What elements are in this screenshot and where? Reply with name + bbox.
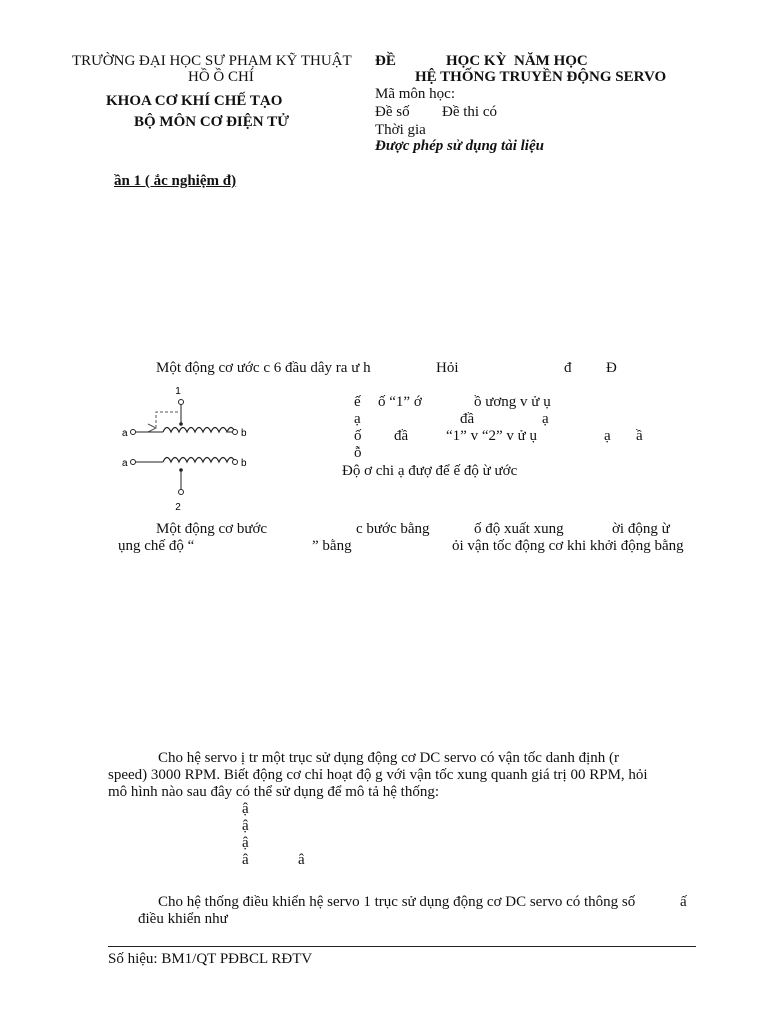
stepper-winding-diagram bbox=[118, 384, 258, 514]
school-name-line2: HỒ Ồ CHÍ bbox=[188, 69, 254, 85]
part1-heading: ần 1 ( ắc nghiệm đ) bbox=[114, 173, 237, 189]
q1-line1-a: Một động cơ ước c 6 đầu dây ra ư h bbox=[156, 360, 371, 376]
q3-option-d2: â bbox=[298, 852, 305, 868]
q2-line2-b: ” bằng bbox=[312, 538, 352, 554]
q1-opt5: Độ ơ chi ạ đượ để ế độ ừ ước bbox=[342, 463, 518, 479]
time-label: Thời gia bbox=[375, 122, 426, 138]
terminal-a-top-node bbox=[131, 430, 136, 435]
q1-opt1-a: ế bbox=[354, 394, 361, 410]
terminal-a-bottom-node bbox=[131, 460, 136, 465]
footer-doc-code: Số hiệu: BM1/QT PĐBCL RĐTV bbox=[108, 951, 313, 967]
diagram-right-b-top: b bbox=[241, 428, 247, 439]
q2-line1-c: ố độ xuất xung bbox=[474, 521, 564, 537]
footer-rule bbox=[108, 946, 696, 947]
q3-option-c: ậ bbox=[242, 835, 249, 851]
q3-option-d1: â bbox=[242, 852, 249, 868]
q1-line1-c: đ bbox=[564, 360, 572, 376]
q1-opt1-c: ồ ương v ử ụ bbox=[474, 394, 551, 410]
q1-opt2-b: đầ bbox=[460, 411, 475, 427]
exam-title-de: ĐỀ bbox=[375, 53, 396, 69]
terminal-1-node bbox=[179, 400, 184, 405]
q1-opt2-c: ạ bbox=[542, 411, 549, 427]
q1-opt3-b: đầ bbox=[394, 428, 409, 444]
q2-line1-d: ời động ừ bbox=[612, 521, 670, 537]
current-arrow-head bbox=[148, 424, 156, 432]
faculty-name: KHOA CƠ KHÍ CHẾ TẠO bbox=[106, 93, 283, 109]
exam-number-label: Đề số bbox=[375, 104, 410, 120]
q1-opt1-b: ố “1” ớ bbox=[378, 394, 422, 410]
diagram-left-a-top: a bbox=[122, 428, 128, 439]
q1-opt3-d: ạ bbox=[604, 428, 611, 444]
course-title: HỆ THỐNG TRUYỀN ĐỘNG SERVO bbox=[415, 69, 667, 85]
department-name: BỘ MÔN CƠ ĐIỆN TỬ bbox=[134, 114, 290, 130]
q2-line1-b: c bước bằng bbox=[356, 521, 430, 537]
q1-opt2-a: ạ bbox=[354, 411, 361, 427]
terminal-2-node bbox=[179, 490, 184, 495]
q1-line1-b: Hỏi bbox=[436, 360, 459, 376]
top-coil bbox=[163, 428, 235, 433]
course-code-label: Mã môn học: bbox=[375, 86, 455, 102]
q3-option-a: ậ bbox=[242, 801, 249, 817]
q1-opt3-e: ầ bbox=[636, 428, 643, 444]
diagram-right-b-bottom: b bbox=[241, 458, 247, 469]
terminal-b-top-node bbox=[233, 430, 238, 435]
q2-line1-a: Một động cơ bước bbox=[156, 521, 268, 537]
q2-line2-c: ỏi vận tốc động cơ khi khởi động bằng bbox=[452, 538, 684, 554]
diagram-terminal-2-label: 2 bbox=[175, 502, 181, 513]
q1-opt3-c: “1” v “2” v ử ụ bbox=[446, 428, 538, 444]
exam-pages-label: Đề thi có bbox=[442, 104, 497, 120]
q1-line1-d: Đ bbox=[606, 360, 617, 376]
exam-title-hocky: HỌC KỲ bbox=[446, 53, 507, 69]
current-arrow bbox=[156, 412, 178, 427]
q1-opt4-a: ỗ bbox=[354, 445, 362, 461]
q3-line3: mô hình nào sau đây có thể sử dụng để mô tả hệ thống: bbox=[108, 784, 439, 800]
q3-line1: Cho hệ servo ị tr một trục sử dụng động cơ DC servo có vận tốc danh định (r bbox=[158, 750, 619, 766]
q4-line2: điều khiển như bbox=[138, 911, 228, 927]
school-name-line1: TRƯỜNG ĐẠI HỌC SƯ PHẠM KỸ THUẬT bbox=[72, 53, 352, 69]
diagram-terminal-1-label: 1 bbox=[175, 386, 181, 397]
q2-line2-a: ụng chế độ “ bbox=[118, 538, 195, 554]
materials-note: Được phép sử dụng tài liệu bbox=[375, 138, 544, 154]
center-tap-top bbox=[179, 422, 183, 426]
q3-option-b: ậ bbox=[242, 818, 249, 834]
diagram-left-a-bottom: a bbox=[122, 458, 128, 469]
bottom-coil bbox=[163, 458, 235, 463]
q3-line2: speed) 3000 RPM. Biết động cơ chỉ hoạt độ g với vận tốc xung quanh giá trị 00 RPM, hỏi bbox=[108, 767, 648, 783]
q1-opt3-a: ố bbox=[354, 428, 362, 444]
q4-line1-a: Cho hệ thống điều khiển hệ servo 1 trục sử dụng động cơ DC servo có thông số bbox=[158, 894, 636, 910]
exam-title-namhoc: NĂM HỌC bbox=[514, 53, 588, 69]
q4-line1-b: ấ bbox=[680, 894, 687, 910]
terminal-b-bottom-node bbox=[233, 460, 238, 465]
